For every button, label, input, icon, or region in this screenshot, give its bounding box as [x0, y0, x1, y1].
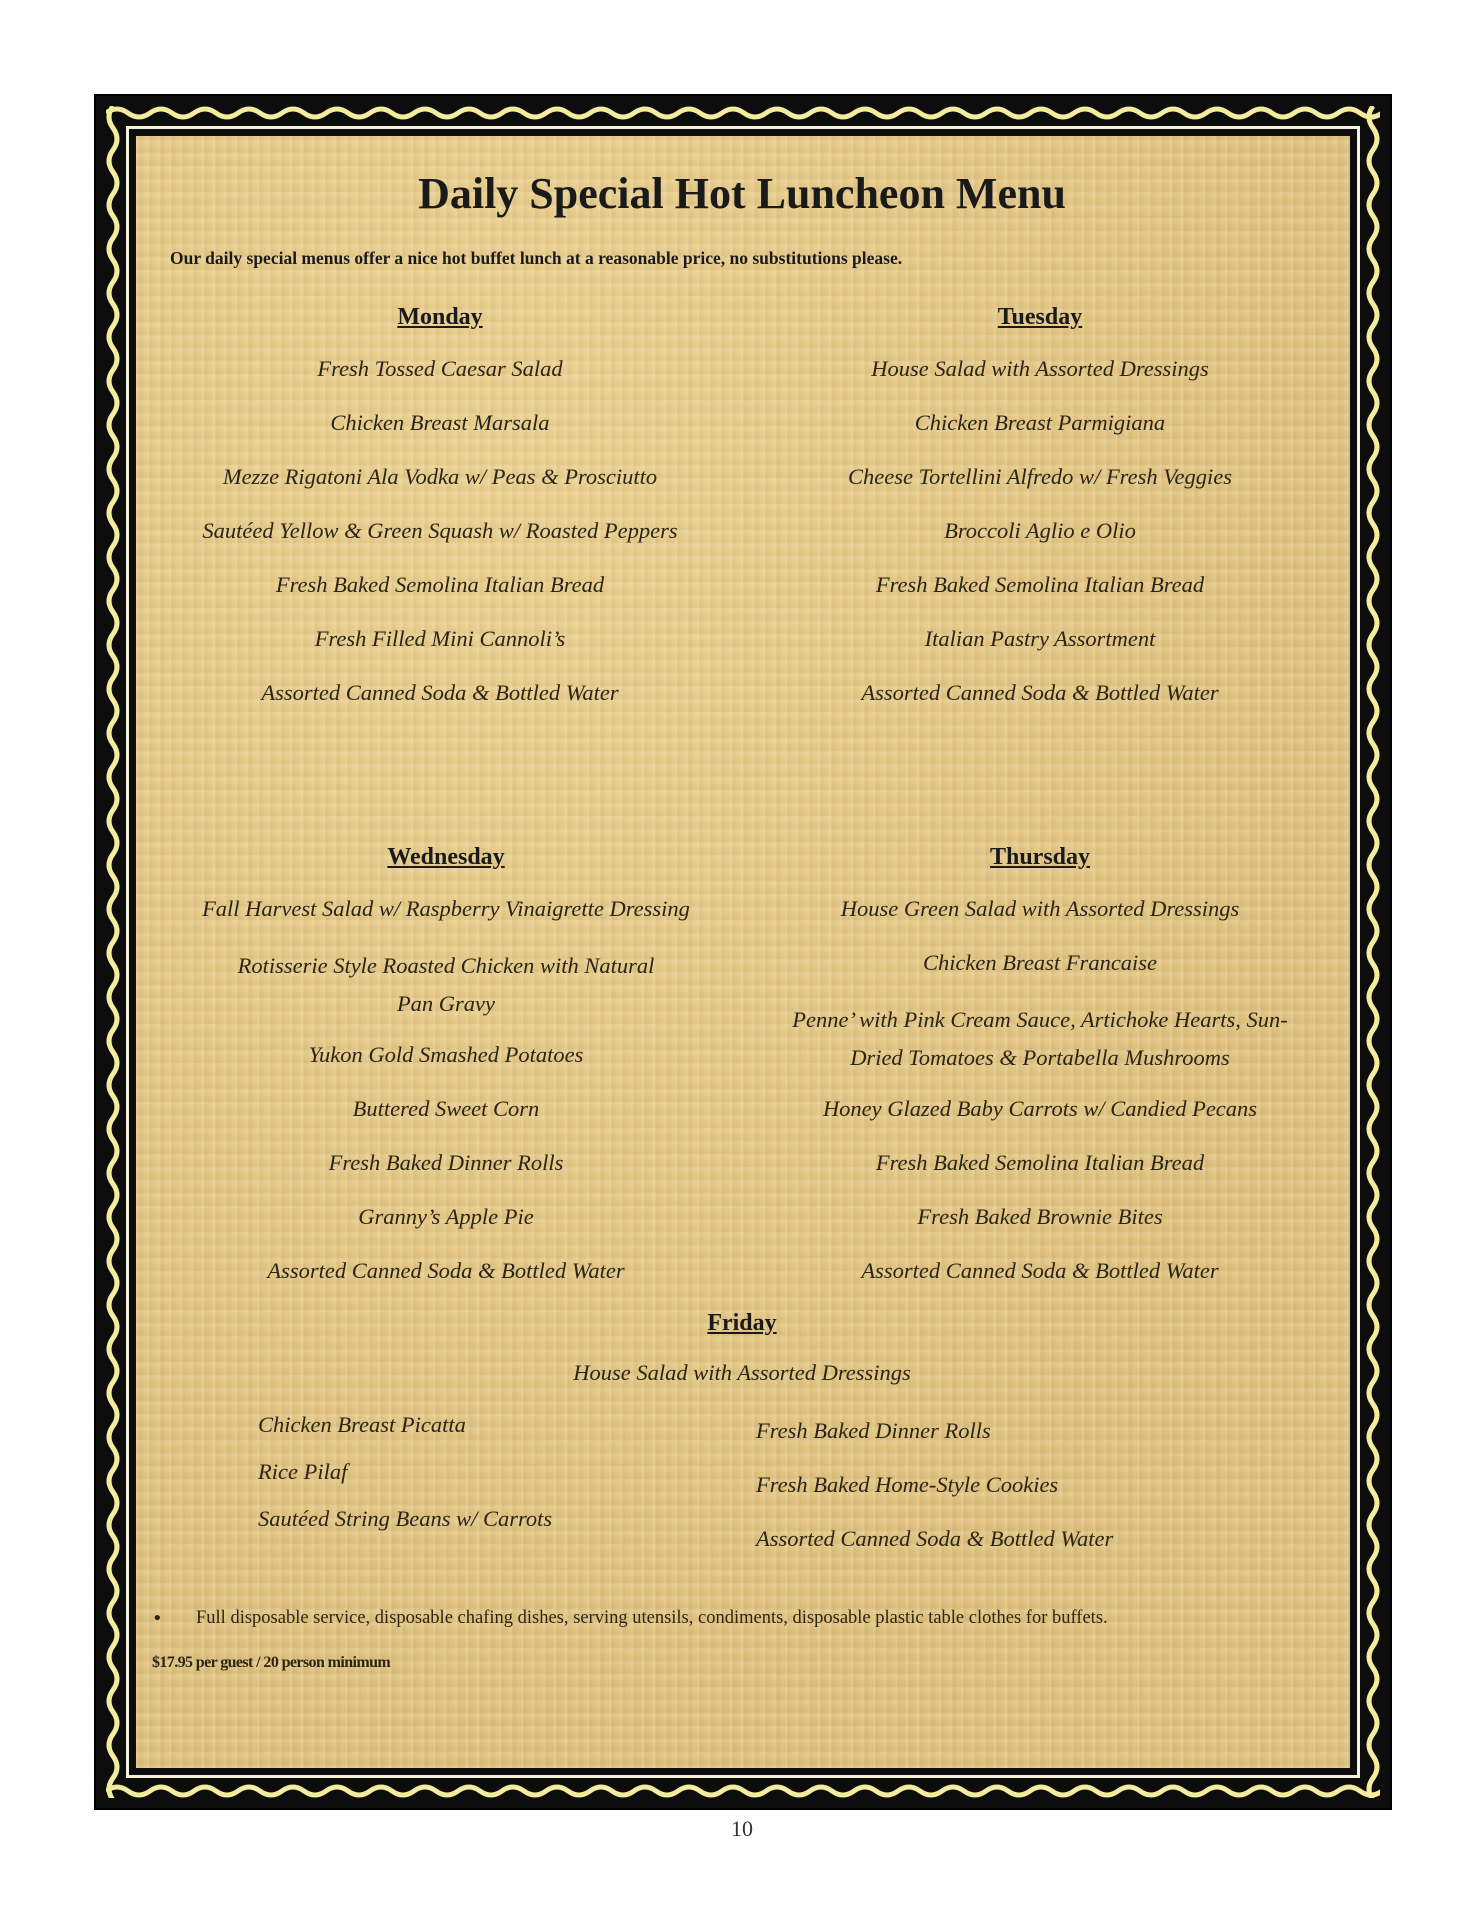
wave-border-bottom [106, 1780, 1380, 1802]
day-heading-wednesday: Wednesday [387, 844, 505, 870]
menu-item: Yukon Gold Smashed Potatoes [308, 1042, 584, 1067]
day-heading-friday: Friday [707, 1310, 777, 1336]
menu-item: Broccoli Aglio e Olio [944, 518, 1136, 543]
menu-item: Fresh Baked Dinner Rolls [756, 1418, 991, 1443]
menu-item: Assorted Canned Soda & Bottled Water [861, 680, 1219, 705]
menu-item: Fall Harvest Salad w/ Raspberry Vinaigrette Dressing [202, 896, 690, 921]
menu-item: Chicken Breast Picatta [258, 1412, 466, 1437]
menu-item: House Salad with Assorted Dressings [573, 1360, 911, 1385]
menu-item: Buttered Sweet Corn [352, 1096, 540, 1121]
menu-item: Mezze Rigatoni Ala Vodka w/ Peas & Prosciutto [222, 464, 658, 489]
menu-item: House Green Salad with Assorted Dressings [840, 896, 1240, 921]
page-title: Daily Special Hot Luncheon Menu [418, 169, 1066, 218]
wave-border-top [106, 102, 1380, 124]
bullet-icon: • [152, 1608, 163, 1629]
menu-item: Fresh Baked Semolina Italian Bread [875, 1150, 1205, 1175]
menu-item: Assorted Canned Soda & Bottled Water [756, 1526, 1114, 1551]
menu-item: Assorted Canned Soda & Bottled Water [267, 1258, 625, 1283]
menu-monday [160, 304, 720, 731]
friday-left-column [258, 1412, 552, 1553]
menu-wednesday [176, 844, 716, 1309]
friday-right-column [756, 1418, 1113, 1580]
menu-item: Penne’ with Pink Cream Sauce, Artichoke Hearts, Sun-Dried Tomatoes & Portabella Mushrooms [792, 1007, 1288, 1070]
menu-item: Rotisserie Style Roasted Chicken with Natural Pan Gravy [237, 953, 655, 1016]
menu-item: Fresh Filled Mini Cannoli’s [314, 626, 566, 651]
menu-item: House Salad with Assorted Dressings [871, 356, 1209, 381]
day-heading-monday: Monday [397, 304, 483, 330]
price-line: $17.95 per guest / 20 person minimum [152, 1654, 391, 1671]
wave-border-right [1362, 106, 1384, 1798]
menu-item: Assorted Canned Soda & Bottled Water [861, 1258, 1219, 1283]
menu-item: Cheese Tortellini Alfredo w/ Fresh Veggies [848, 464, 1232, 489]
menu-item: Fresh Baked Brownie Bites [917, 1204, 1163, 1229]
menu-item: Fresh Baked Dinner Rolls [328, 1150, 564, 1175]
menu-item: Fresh Baked Semolina Italian Bread [275, 572, 605, 597]
wave-border-left [102, 106, 124, 1798]
menu-item: Chicken Breast Parmigiana [914, 410, 1166, 435]
menu-item: Granny’s Apple Pie [358, 1204, 534, 1229]
menu-item: Assorted Canned Soda & Bottled Water [261, 680, 619, 705]
menu-item: Fresh Baked Home-Style Cookies [756, 1472, 1059, 1497]
menu-item: Chicken Breast Marsala [330, 410, 550, 435]
menu-item: Chicken Breast Francaise [922, 950, 1158, 975]
menu-tuesday [760, 304, 1320, 731]
menu-item: Fresh Baked Semolina Italian Bread [875, 572, 1205, 597]
menu-item: Italian Pastry Assortment [924, 626, 1156, 651]
service-note: Full disposable service, disposable chafing dishes, serving utensils, condiments, disposable plastic table clothes for buffets. [196, 1608, 1108, 1628]
menu-item: Rice Pilaf [258, 1459, 348, 1484]
menu-item: Sautéed String Beans w/ Carrots [258, 1506, 553, 1531]
page-number: 10 [731, 1816, 753, 1841]
menu-item: Sautéed Yellow & Green Squash w/ Roasted Peppers [202, 518, 678, 543]
day-heading-tuesday: Tuesday [997, 304, 1083, 330]
menu-item: Honey Glazed Baby Carrots w/ Candied Pecans [822, 1096, 1258, 1121]
day-heading-thursday: Thursday [989, 844, 1091, 870]
intro-text: Our daily special menus offer a nice hot buffet lunch at a reasonable price, no substitutions please. [170, 248, 903, 268]
menu-item: Fresh Tossed Caesar Salad [317, 356, 563, 381]
menu-thursday [760, 844, 1320, 1309]
